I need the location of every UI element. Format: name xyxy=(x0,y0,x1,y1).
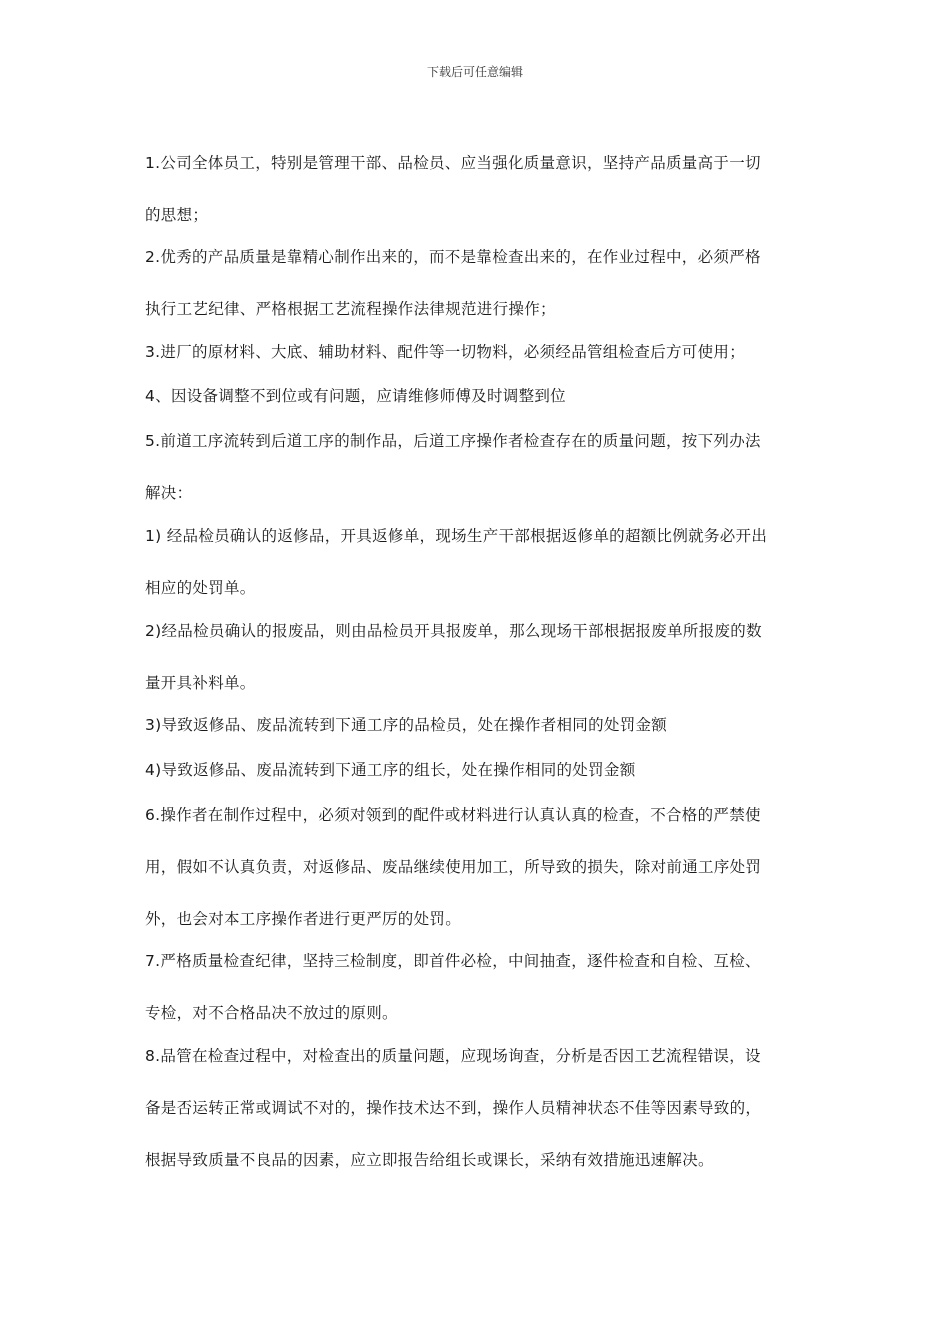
text-line: 4)导致返修品、废品流转到下通工序的组长，处在操作相同的处罚金额 xyxy=(145,761,636,779)
text-line: 的思想； xyxy=(145,206,209,224)
text-line: 备是否运转正常或调试不对的，操作技术达不到，操作人员精神状态不佳等因素导致的， xyxy=(145,1099,762,1117)
text-line: 根据导致质量不良品的因素，应立即报告给组长或课长，采纳有效措施迅速解决。 xyxy=(145,1151,714,1169)
text-line: 3)导致返修品、废品流转到下通工序的品检员，处在操作者相同的处罚金额 xyxy=(145,716,668,734)
text-line: 执行工艺纪律、严格根据工艺流程操作法律规范进行操作； xyxy=(145,300,556,318)
text-line: 3.进厂的原材料、大底、辅助材料、配件等一切物料，必须经品管组检查后方可使用； xyxy=(145,343,745,361)
text-line: 外，也会对本工序操作者进行更严厉的处罚。 xyxy=(145,910,462,928)
text-line: 5.前道工序流转到后道工序的制作品，后道工序操作者检查存在的质量问题，按下列办法 xyxy=(145,432,761,450)
text-line: 2)经品检员确认的报废品，则由品检员开具报废单，那么现场干部根据报废单所报废的数 xyxy=(145,622,762,640)
text-line: 7.严格质量检查纪律，坚持三检制度，即首件必检，中间抽查，逐件检查和自检、互检、 xyxy=(145,952,761,970)
text-line: 2.优秀的产品质量是靠精心制作出来的，而不是靠检查出来的，在作业过程中，必须严格 xyxy=(145,248,761,266)
text-line: 相应的处罚单。 xyxy=(145,579,256,597)
text-line: 用，假如不认真负责，对返修品、废品继续使用加工，所导致的损失，除对前通工序处罚 xyxy=(145,858,762,876)
page-header-note: 下载后可任意编辑 xyxy=(426,65,523,79)
text-line: 量开具补料单。 xyxy=(145,674,256,692)
text-line: 专检，对不合格品决不放过的原则。 xyxy=(145,1004,398,1022)
text-line: 8.品管在检查过程中，对检查出的质量问题，应现场询查，分析是否因工艺流程错误，设 xyxy=(145,1047,761,1065)
text-line: 解决： xyxy=(145,484,193,502)
text-line: 1) 经品检员确认的返修品，开具返修单，现场生产干部根据返修单的超额比例就务必开出 xyxy=(145,527,768,545)
text-line: 6.操作者在制作过程中，必须对领到的配件或材料进行认真认真的检查，不合格的严禁使 xyxy=(145,806,761,824)
text-line: 4、因设备调整不到位或有问题，应请维修师傅及时调整到位 xyxy=(145,387,566,405)
text-line: 1.公司全体员工，特别是管理干部、品检员、应当强化质量意识，坚持产品质量高于一切 xyxy=(145,154,761,172)
